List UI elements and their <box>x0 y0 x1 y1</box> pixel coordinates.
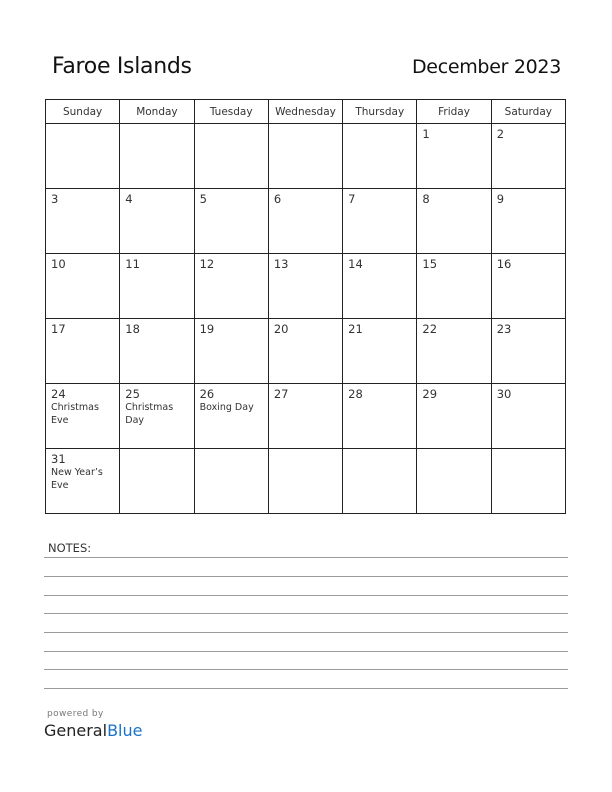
day-number: 17 <box>51 322 66 336</box>
notes-label: NOTES: <box>48 541 92 555</box>
day-cell <box>491 254 565 319</box>
empty-day-cell <box>268 124 342 189</box>
week-row <box>46 124 566 189</box>
week-row <box>46 189 566 254</box>
brand-blue: Blue <box>107 721 143 740</box>
day-number: 22 <box>422 322 438 336</box>
calendar-grid <box>45 99 566 514</box>
holiday-label: Christmas Eve <box>51 402 99 426</box>
note-line <box>44 651 568 652</box>
day-number: 24 <box>51 387 66 401</box>
empty-day-cell <box>343 449 417 514</box>
day-number: 26 <box>199 387 215 401</box>
day-cell <box>417 254 491 319</box>
empty-day-cell <box>194 124 268 189</box>
holiday-label: Christmas Day <box>125 402 174 426</box>
day-cell <box>120 319 194 384</box>
day-number: 9 <box>496 192 505 206</box>
day-cell <box>417 189 491 254</box>
weekday-saturday: Saturday <box>491 100 565 124</box>
weekday-wednesday: Wednesday <box>268 100 342 124</box>
day-number: 11 <box>125 257 140 271</box>
day-cell <box>120 384 194 449</box>
day-cell <box>194 189 268 254</box>
day-cell <box>268 319 342 384</box>
month-title: December 2023 <box>411 56 561 78</box>
day-cell <box>120 189 194 254</box>
weekday-friday: Friday <box>417 100 491 124</box>
day-cell <box>417 124 491 189</box>
country-title: Faroe Islands <box>52 54 192 79</box>
day-cell <box>194 254 268 319</box>
day-number: 10 <box>51 257 66 271</box>
day-number: 30 <box>496 387 512 401</box>
day-cell <box>268 384 342 449</box>
day-cell <box>343 384 417 449</box>
note-line <box>44 576 568 577</box>
day-cell <box>46 189 120 254</box>
day-number: 2 <box>496 127 505 141</box>
empty-day-cell <box>343 124 417 189</box>
week-row <box>46 319 566 384</box>
empty-day-cell <box>120 124 194 189</box>
day-number: 19 <box>199 322 215 336</box>
day-number: 4 <box>125 192 133 206</box>
day-cell <box>120 254 194 319</box>
day-cell <box>46 319 120 384</box>
day-number: 14 <box>348 257 363 271</box>
day-number: 15 <box>422 257 438 271</box>
weekday-monday: Monday <box>120 100 194 124</box>
day-cell <box>194 384 268 449</box>
week-row <box>46 254 566 319</box>
week-row <box>46 449 566 514</box>
brand-general: General <box>44 721 108 740</box>
day-cell <box>417 384 491 449</box>
note-line <box>44 669 568 670</box>
day-number: 21 <box>348 322 363 336</box>
empty-day-cell <box>417 449 491 514</box>
empty-day-cell <box>194 449 268 514</box>
day-number: 7 <box>348 192 356 206</box>
holiday-label: Boxing Day <box>199 402 254 413</box>
empty-day-cell <box>491 449 565 514</box>
day-number: 13 <box>273 257 289 271</box>
day-cell <box>268 254 342 319</box>
empty-day-cell <box>120 449 194 514</box>
weekday-header-row <box>46 100 566 124</box>
day-number: 5 <box>199 192 207 206</box>
generalblue-logo[interactable] <box>44 721 142 740</box>
day-number: 29 <box>422 387 438 401</box>
day-cell <box>268 189 342 254</box>
weekday-thursday: Thursday <box>343 100 417 124</box>
day-cell <box>46 449 120 514</box>
holiday-label: New Year’s Eve <box>51 467 103 491</box>
week-row <box>46 384 566 449</box>
day-number: 6 <box>273 192 282 206</box>
day-cell <box>46 254 120 319</box>
day-cell <box>194 319 268 384</box>
day-number: 18 <box>125 322 140 336</box>
day-cell <box>491 319 565 384</box>
day-number: 23 <box>496 322 512 336</box>
note-line <box>44 688 568 689</box>
day-number: 16 <box>496 257 512 271</box>
day-number: 20 <box>273 322 289 336</box>
powered-by-text: powered by <box>47 709 104 719</box>
day-cell <box>343 189 417 254</box>
note-line <box>44 613 568 614</box>
note-line <box>44 595 568 596</box>
day-cell <box>343 254 417 319</box>
day-number: 8 <box>422 192 430 206</box>
day-number: 1 <box>422 127 430 141</box>
note-line <box>44 557 568 558</box>
weekday-sunday: Sunday <box>46 100 120 124</box>
empty-day-cell <box>268 449 342 514</box>
day-cell <box>491 189 565 254</box>
day-number: 25 <box>125 387 140 401</box>
day-number: 31 <box>51 452 66 466</box>
day-number: 27 <box>273 387 289 401</box>
day-cell <box>491 124 565 189</box>
day-cell <box>343 319 417 384</box>
weekday-tuesday: Tuesday <box>194 100 268 124</box>
day-cell <box>491 384 565 449</box>
day-number: 12 <box>199 257 215 271</box>
day-cell <box>417 319 491 384</box>
note-line <box>44 632 568 633</box>
empty-day-cell <box>46 124 120 189</box>
day-number: 28 <box>348 387 363 401</box>
day-cell <box>46 384 120 449</box>
day-number: 3 <box>51 192 59 206</box>
